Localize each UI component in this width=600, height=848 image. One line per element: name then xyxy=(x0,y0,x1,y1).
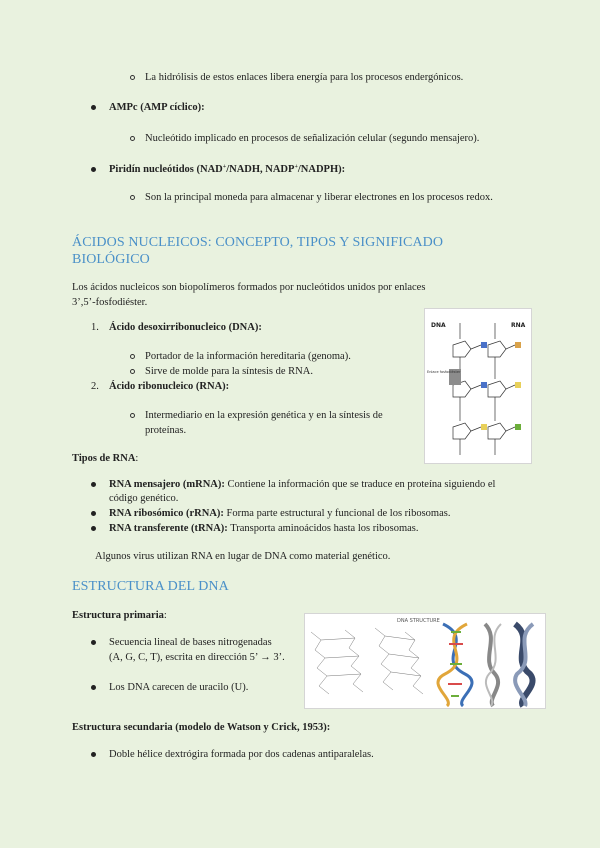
pyridine-label xyxy=(109,162,345,177)
rna-point-line-2: proteínas. xyxy=(145,425,187,436)
sub-bullet xyxy=(130,369,135,374)
sub-bullet xyxy=(130,75,135,80)
bullet xyxy=(91,685,96,690)
rna-label: Ácido ribonucleico (RNA): xyxy=(109,381,230,392)
primary-heading xyxy=(72,608,167,623)
virus-note: Algunos virus utilizan RNA en lugar de DNA como material genético. xyxy=(95,551,391,562)
base-marker xyxy=(481,382,487,388)
sugar-phosphate-backbone xyxy=(311,628,423,694)
list-number-1: 1. xyxy=(91,322,99,333)
no-uracil-point: Los DNA carecen de uracilo (U). xyxy=(109,682,249,693)
rna-types-colon: : xyxy=(135,453,139,464)
rna-types-label: Tipos de RNA xyxy=(72,453,136,464)
section-title-nucleic-acids-1: ÁCIDOS NUCLEICOS: CONCEPTO, TIPOS Y SIGNIFICADO xyxy=(72,235,444,250)
pyridine-label-b: /NADH, NADP xyxy=(226,164,295,175)
secondary-label: Estructura secundaria (modelo de Watson y Crick, 1953): xyxy=(72,722,331,733)
base-marker xyxy=(481,342,487,348)
sub-bullet xyxy=(130,136,135,141)
pyridine-sup-2: + xyxy=(294,164,298,170)
intro-line-1: Los ácidos nucleicos son biopolímeros formados por nucleótidos unidos por enlaces xyxy=(72,282,426,293)
bullet xyxy=(91,752,96,757)
dna-point-1: Portador de la información hereditaria (genoma). xyxy=(145,351,351,362)
sub-bullet xyxy=(130,413,135,418)
bullet xyxy=(91,105,96,110)
bond-caption: Enlace fosfodiéster xyxy=(427,370,461,374)
list-number-2: 2. xyxy=(91,381,99,392)
rna-types-heading xyxy=(72,451,138,466)
trna-desc: Transporta aminoácidos hasta los ribosomas. xyxy=(227,523,419,534)
rna-figure-label: RNA xyxy=(511,322,526,329)
bullet xyxy=(91,482,96,487)
section-title-nucleic-acids-2: BIOLÓGICO xyxy=(72,252,150,267)
intro-line-2: 3’,5’-fosfodiéster. xyxy=(72,297,148,308)
base-marker xyxy=(515,342,521,348)
trna-item xyxy=(109,521,419,536)
rrna-desc: Forma parte estructural y funcional de los ribosomas. xyxy=(223,508,451,519)
ampc-label: AMPc (AMP cíclico): xyxy=(109,102,205,113)
primary-label: Estructura primaria xyxy=(72,610,164,621)
rrna-label: RNA ribosómico (rRNA): xyxy=(109,508,224,519)
secondary-point: Doble hélice dextrógira formada por dos cadenas antiparalelas. xyxy=(109,749,374,760)
helix-spacefill xyxy=(515,624,533,706)
bullet xyxy=(91,640,96,645)
dna-point-2: Sirve de molde para la síntesis de RNA. xyxy=(145,366,313,377)
dna-strand xyxy=(453,323,481,455)
dna-label: Ácido desoxirribonucleico (DNA): xyxy=(109,322,262,333)
rrna-item xyxy=(109,506,450,521)
pyridine-label-a: Piridín nucleótidos (NAD xyxy=(109,164,223,175)
base-marker xyxy=(515,424,521,430)
mrna-desc: Contiene la información que se traduce en proteína siguiendo el xyxy=(224,479,496,490)
primary-point-line-1: Secuencia lineal de bases nitrogenadas xyxy=(109,637,272,648)
dna-helix-diagram xyxy=(305,614,545,708)
rna-strand xyxy=(488,323,515,455)
helix-ribbon xyxy=(485,624,501,706)
sub-bullet xyxy=(130,195,135,200)
base-marker xyxy=(481,424,487,430)
trna-label: RNA transferente (tRNA): xyxy=(109,523,228,534)
helix-colored xyxy=(438,624,472,706)
base-marker xyxy=(515,382,521,388)
rna-point-line-1: Intermediario en la expresión genética y en la síntesis de xyxy=(145,410,383,421)
pyridine-description: Son la principal moneda para almacenar y liberar electrones en los procesos redox. xyxy=(145,192,493,203)
bullet xyxy=(91,167,96,172)
primary-colon: : xyxy=(163,610,167,621)
pyridine-label-c: /NADPH): xyxy=(297,164,346,175)
dna-helix-figure xyxy=(304,613,546,709)
mrna-desc-2: código genético. xyxy=(109,493,179,504)
sub-bullet xyxy=(130,354,135,359)
nucleotide-figure xyxy=(424,308,532,464)
hydrolysis-text: La hidrólisis de estos enlaces libera energía para los procesos endergónicos. xyxy=(145,72,464,83)
pyridine-sup-1: + xyxy=(222,164,227,170)
figure-caption: DNA STRUCTURE xyxy=(397,618,440,624)
primary-point-line-2: (A, G, C, T), escrita en dirección 5’ → 3’. xyxy=(109,652,285,663)
section-title-dna-structure: ESTRUCTURA DEL DNA xyxy=(72,579,229,594)
dna-figure-label: DNA xyxy=(431,322,446,329)
ampc-description: Nucleótido implicado en procesos de señalización celular (segundo mensajero). xyxy=(145,133,480,144)
mrna-label: RNA mensajero (mRNA): xyxy=(109,479,225,490)
nucleotide-diagram xyxy=(425,309,531,463)
bullet xyxy=(91,526,96,531)
bullet xyxy=(91,511,96,516)
mrna-item xyxy=(109,477,529,492)
